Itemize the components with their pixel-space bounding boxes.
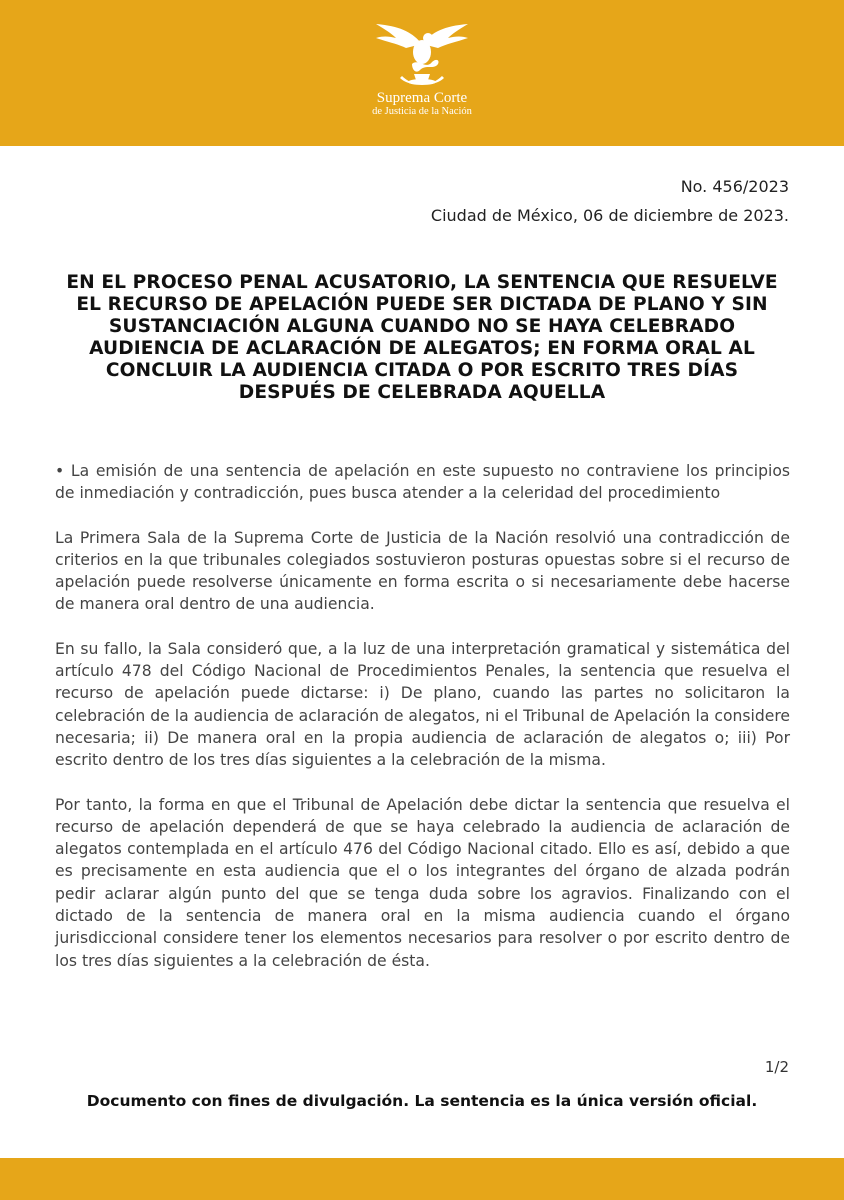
summary-bullet: • La emisión de una sentencia de apelación en este supuesto no contraviene los principios de inmediación y contradicción, pues busca atender a la celeridad del procedimiento [55,462,790,503]
disclaimer: Documento con fines de divulgación. La sentencia es la única versión oficial. [86,1092,758,1110]
document-number: No. 456/2023 [680,177,789,196]
document-body [55,460,790,994]
header-band [0,0,844,146]
institution-subtitle: de Justicia de la Nación [372,106,472,117]
page-number: 1/2 [764,1058,789,1076]
institution-logo [355,14,489,126]
body-paragraph: La Primera Sala de la Suprema Corte de Justicia de la Nación resolvió una contradicción de criterios en la que tribunales colegiados sostuvieron posturas opuestas sobre si el recurso de apelación puede resolverse únicamente en forma escrita o si necesariamente debe hacerse de manera oral dentro de una audiencia. [55,528,790,614]
document-date: Ciudad de México, 06 de diciembre de 2023. [430,206,789,225]
eagle-emblem-icon [355,14,489,88]
body-paragraph: En su fallo, la Sala consideró que, a la luz de una interpretación gramatical y sistemática del artículo 478 del Código Nacional de Procedimientos Penales, la sentencia que resuelva el recurso de apelación puede dictarse: i) De plano, cuando las partes no solicitaron la celebración de la audiencia de aclaración de alegatos, ni el Tribunal de Apelación la considere necesaria; ii) De manera oral en la propia audiencia de aclaración de alegatos o; iii) Por escrito dentro de los tres días siguientes a la celebración de la misma. [55,639,790,770]
footer-band [0,1158,844,1200]
institution-name: Suprema Corte [376,90,468,106]
document-meta [431,172,789,230]
press-release-headline: EN EL PROCESO PENAL ACUSATORIO, LA SENTENCIA QUE RESUELVE EL RECURSO DE APELACIÓN PUEDE SER DICTADA DE PLANO Y SIN SUSTANCIACIÓN ALGUNA CUANDO NO SE HAYA CELEBRADO AUDIENCIA DE ACLARACIÓN DE ALEGATOS; EN FORMA ORAL AL CONCLUIR LA AUDIENCIA CITADA O POR ESCRITO TRES DÍAS DESPUÉS DE CELEBRADA AQUELLA [66,272,778,403]
body-paragraph: Por tanto, la forma en que el Tribunal de Apelación debe dictar la sentencia que resuelva el recurso de apelación dependerá de que se haya celebrado la audiencia de aclaración de alegatos contemplada en el artículo 476 del Código Nacional citado. Ello es así, debido a que es precisamente en esta audiencia que el o los integrantes del órgano de alzada podrán pedir aclarar algún punto del que se tenga duda sobre los agravios. Finalizando con el dictado de la sentencia de manera oral en la misma audiencia cuando el órgano jurisdiccional considere tener los elementos necesarios para resolver o por escrito dentro de los tres días siguientes a la celebración de ésta. [55,795,790,970]
